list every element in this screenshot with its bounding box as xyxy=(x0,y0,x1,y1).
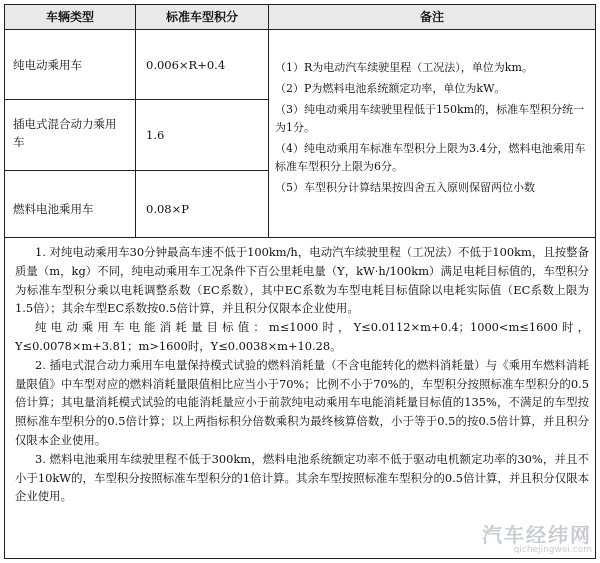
remarks-list xyxy=(275,59,593,200)
remark-item: （2）P为燃料电池系统额定功率，单位为kW。 xyxy=(275,82,506,95)
footnotes xyxy=(15,243,589,506)
footnote-paragraph: 3. 燃料电池乘用车续驶里程不低于300km，燃料电池系统额定功率不低于驱动电机额定功率的30%，并且不小于10kW的，车型积分按照标准车型积分的1倍计算。其余车型按照标准车型积分的0.5倍计算，并且积分仅限本企业使用。 xyxy=(15,451,589,504)
vehicle-type-fcev: 燃料电池乘用车 xyxy=(13,202,94,216)
document-table xyxy=(4,4,596,559)
vehicle-type-phev-line1: 插电式混合动力乘用 xyxy=(13,117,117,131)
vehicle-type-phev xyxy=(13,115,135,151)
remark-item: （3）纯电动乘用车续驶里程低于150km的，标准车型积分统一为1分。 xyxy=(275,103,585,134)
grid-line xyxy=(268,5,269,237)
score-bev: 0.006×R+0.4 xyxy=(146,58,226,72)
grid-line xyxy=(5,99,269,100)
remark-item: （4）纯电动乘用车标准车型积分上限为3.4分，燃料电池乘用车标准车型积分上限为6分。 xyxy=(275,142,586,173)
score-fcev: 0.08×P xyxy=(146,202,189,216)
watermark-url: qichejingwei.com xyxy=(513,545,592,555)
header-standard-score: 标准车型积分 xyxy=(165,10,238,24)
grid-line xyxy=(5,237,595,238)
header-remarks: 备注 xyxy=(419,10,444,24)
header-vehicle-type: 车辆类型 xyxy=(45,10,94,24)
vehicle-type-bev: 纯电动乘用车 xyxy=(13,58,82,72)
watermark-text: 汽车经纬网 xyxy=(482,523,592,547)
vehicle-type-phev-line2: 车 xyxy=(13,135,25,149)
table-header-row xyxy=(5,5,595,30)
grid-line xyxy=(5,170,269,171)
remark-item: （1）R为电动汽车续驶里程（工况法），单位为km。 xyxy=(275,61,533,74)
footnote-paragraph: 2. 插电式混合动力乘用车电量保持模式试验的燃料消耗量（不含电能转化的燃料消耗量）与《乘用车燃料消耗量限值》中车型对应的燃料消耗量限值相比应当小于70%；比例不小于70%的，车型积分按照标准车型积分的0.5倍计算；其电量消耗模式试验的电能消耗量应小于前款纯电动乘用车电能消耗量目标值的135%，不满足的车型按照标准车型积分的0.5倍计算；以上两指标积分倍数乘积为最终核算倍数，小于等于0.5的按0.5倍计算，并且积分仅限本企业使用。 xyxy=(15,357,589,447)
footnote-paragraph: 1. 对纯电动乘用车30分钟最高车速不低于100km/h，电动汽车续驶里程（工况法）不低于100km，且按整备质量（m，kg）不同，纯电动乘用车工况条件下百公里耗电量（Y，kW·h/100km）满足电耗目标值的，车型积分为标准车型积分乘以电耗调整系数（EC系数），其中EC系数为车型电耗目标值除以电耗实际值（EC系数上限为1.5倍）；其余车型EC系数按0.5倍计算，并且积分仅限本企业使用。 xyxy=(15,245,589,316)
watermark-logo xyxy=(482,525,592,555)
footnote-paragraph: 纯电动乘用车电能消耗量目标值：m≤1000时，Y≤0.0112×m+0.4；1000<m≤1600时，Y≤0.0078×m+3.81；m>1600时，Y≤0.0038×m+10.28。 xyxy=(15,320,589,353)
remark-item: （5）车型积分计算结果按四舍五入原则保留两位小数 xyxy=(275,181,535,194)
grid-line xyxy=(135,5,136,237)
score-phev: 1.6 xyxy=(146,128,165,142)
